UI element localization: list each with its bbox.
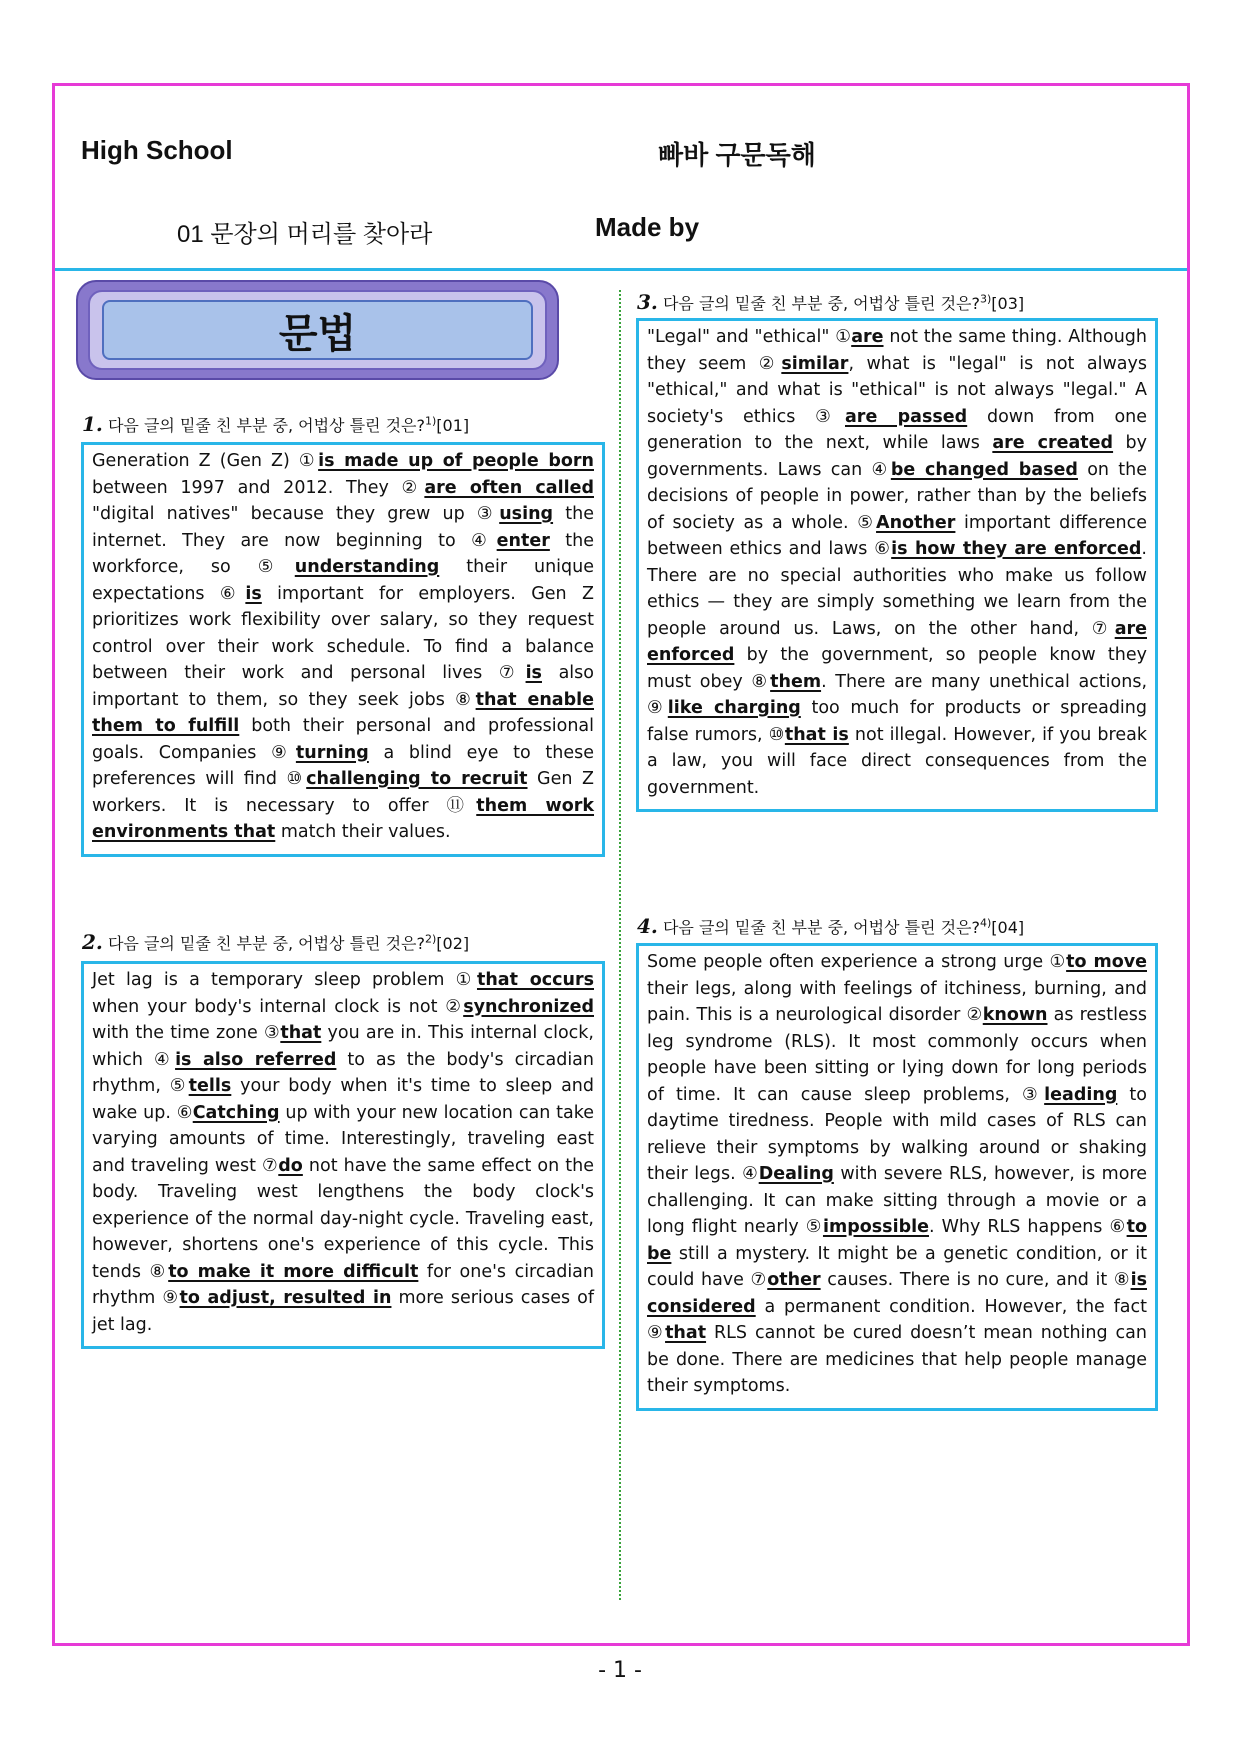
passage-text: also important to them, so they seek jobs ⑧ (92, 663, 594, 710)
question-prompt: 다음 글의 밑줄 친 부분 중, 어법상 틀린 것은? (102, 934, 425, 953)
passage-text: Some people often experience a strong urge ① (647, 952, 1067, 972)
question-4-title (637, 914, 1024, 938)
passage-text: still a mystery. It might be a genetic condition, or it could have ⑦ (647, 1243, 1147, 1290)
underlined-choice: them (770, 671, 822, 692)
passage-text: their legs, along with feelings of itchiness, burning, and pain. This is a neurological disorder ② (647, 978, 1147, 1025)
passage-text: match their values. (275, 822, 451, 842)
passage-text: Generation Z (Gen Z) ① (92, 451, 319, 471)
passage-text: Gen Z workers. It is necessary to offer ⑪ (92, 769, 594, 816)
passage-text: down from one generation to the next, while laws (647, 406, 1148, 453)
underlined-choice: other (767, 1270, 821, 1290)
question-code: [02] (436, 934, 470, 953)
passage-text: not illegal. However, if you break a law, you will face direct consequences from the government. (647, 724, 1147, 798)
underlined-choice: is how they are enforced (891, 539, 1142, 559)
underlined-choice: to make it more difficult (168, 1261, 419, 1282)
question-code: [01] (436, 416, 470, 435)
underlined-choice: Dealing (758, 1164, 834, 1184)
question-3-box (636, 318, 1158, 812)
question-prompt: 다음 글의 밑줄 친 부분 중, 어법상 틀린 것은? (102, 416, 425, 435)
made-by-label: Made by (595, 212, 700, 242)
underlined-choice: Another (876, 512, 956, 533)
underlined-choice: that is (784, 724, 849, 745)
question-code: [03] (991, 294, 1025, 313)
passage-text: with the time zone ③ (92, 1023, 281, 1043)
banner-inner (88, 290, 547, 370)
question-number: 1. (82, 412, 103, 436)
passage-text: to as the body's circadian rhythm, ⑤ (92, 1049, 594, 1096)
question-number: 3. (637, 290, 658, 314)
underlined-choice: turning (295, 742, 369, 763)
passage-text: as restless leg syndrome (RLS). It most commonly occurs when people have been sitting or lying down for long periods of time. It can cause sleep problems, ③ (647, 1005, 1148, 1105)
underlined-choice: synchronized (463, 996, 594, 1017)
passage-text: the internet. They are now beginning to ④ (92, 504, 594, 551)
underlined-choice: are passed (845, 406, 968, 427)
underlined-choice: to be (647, 1217, 1147, 1264)
underlined-choice: are created (992, 433, 1114, 453)
question-1-passage (92, 448, 594, 846)
underlined-choice: known (982, 1005, 1048, 1025)
underlined-choice: do (278, 1155, 303, 1176)
underlined-choice: tells (188, 1076, 232, 1096)
underlined-choice: Catching (192, 1102, 280, 1123)
question-2-passage (92, 967, 594, 1338)
passage-text: causes. There is no cure, and it ⑧ (820, 1270, 1131, 1290)
passage-text: . There are no special authorities who make us follow ethics — they are simply something we learn from the people around us. Laws, on the other hand, ⑦ (647, 539, 1147, 639)
question-1-box (81, 442, 605, 857)
underlined-choice: is also referred (175, 1049, 337, 1070)
passage-text: important difference between ethics and laws ⑥ (647, 512, 1148, 559)
question-number: 4. (637, 914, 658, 938)
passage-text: both their personal and professional goals. Companies ⑨ (92, 716, 594, 763)
underlined-choice: that (280, 1023, 322, 1043)
section-banner (76, 280, 559, 380)
passage-text: Jet lag is a temporary sleep problem ① (92, 970, 477, 990)
underlined-choice: them work environments that (92, 795, 595, 842)
passage-text: not have the same effect on the body. Traveling west lengthens the body clock's experience of the normal day-night cycle. Traveling east, however, shortens one's experience of this cycle. This tends ⑧ (92, 1155, 594, 1282)
question-code: [04] (991, 918, 1025, 937)
footnote-ref: 4) (980, 916, 992, 930)
underlined-choice: is made up of people born (318, 451, 594, 471)
column-divider (619, 290, 621, 1600)
footnote-ref: 3) (980, 292, 992, 306)
footnote-ref: 2) (425, 932, 437, 946)
passage-text: by governments. Laws can ④ (647, 433, 1147, 480)
underlined-choice: that enable them to fulfill (92, 689, 594, 736)
underlined-choice: enter (496, 530, 550, 551)
passage-text: when your body's internal clock is not ② (92, 996, 464, 1017)
underlined-choice: is (525, 663, 542, 683)
underlined-choice: that (665, 1323, 707, 1343)
underlined-choice: similar (781, 353, 849, 374)
underlined-choice: impossible (822, 1217, 929, 1237)
underlined-choice: like charging (667, 698, 801, 718)
passage-text: the workforce, so ⑤ (92, 530, 594, 577)
passage-text: up with your new location can take varying amounts of time. Interestingly, traveling east and traveling west ⑦ (92, 1102, 594, 1176)
question-4-passage (647, 949, 1147, 1400)
passage-text: "Legal" and "ethical" ① (647, 327, 852, 347)
underlined-choice: to adjust, resulted in (179, 1288, 392, 1308)
passage-text: between 1997 and 2012. They ② (92, 477, 425, 498)
question-2-title (82, 930, 469, 954)
passage-text: their unique expectations ⑥ (92, 557, 594, 604)
banner-label: 문법 (102, 300, 533, 360)
question-number: 2. (82, 930, 103, 954)
passage-text: to daytime tiredness. People with mild cases of RLS can relieve their symptoms by walking around or shaking their legs. ④ (647, 1084, 1147, 1184)
underlined-choice: challenging to recruit (306, 769, 528, 789)
underlined-choice: using (499, 504, 554, 524)
passage-text: a permanent condition. However, the fact ⑨ (647, 1296, 1147, 1343)
question-3-passage (647, 324, 1147, 801)
book-title: 빠바 구문독해 (658, 140, 816, 170)
passage-text: . There are many unethical actions, ⑨ (647, 671, 1148, 718)
passage-text: a blind eye to these preferences will find ⑩ (92, 742, 594, 789)
footnote-ref: 1) (425, 414, 437, 428)
passage-text: , what is "legal" is not always "ethical," and what is "ethical" is not always "legal." A society's ethics ③ (647, 353, 1147, 427)
passage-text: you are in. This internal clock, which ④ (92, 1023, 594, 1070)
underlined-choice: is (245, 583, 262, 604)
underlined-choice: are enforced (647, 618, 1147, 665)
passage-text: too much for products or spreading false rumors, ⑩ (647, 698, 1147, 745)
passage-text: not the same thing. Although they seem ② (647, 327, 1147, 374)
question-1-title (82, 412, 469, 436)
underlined-choice: are (851, 327, 884, 347)
school-label: High School (81, 135, 233, 165)
underlined-choice: that occurs (476, 970, 594, 990)
question-4-box (636, 943, 1158, 1411)
underlined-choice: is considered (647, 1270, 1147, 1317)
passage-text: more serious cases of jet lag. (92, 1288, 595, 1335)
question-prompt: 다음 글의 밑줄 친 부분 중, 어법상 틀린 것은? (657, 918, 980, 937)
passage-text: "digital natives" because they grew up ③ (92, 504, 500, 524)
header (55, 86, 1187, 271)
passage-text: by the government, so people know they must obey ⑧ (647, 645, 1147, 692)
passage-text: for one's circadian rhythm ⑨ (92, 1261, 595, 1308)
underlined-choice: are often called (424, 477, 594, 498)
underlined-choice: to move (1066, 952, 1147, 972)
passage-text: RLS cannot be cured doesn’t mean nothing can be done. There are medicines that help people manage their symptoms. (647, 1323, 1147, 1396)
question-2-box (81, 961, 605, 1349)
underlined-choice: understanding (294, 557, 440, 577)
page-number: - 1 - (598, 1658, 642, 1683)
question-prompt: 다음 글의 밑줄 친 부분 중, 어법상 틀린 것은? (657, 294, 980, 313)
underlined-choice: be changed based (890, 459, 1078, 480)
passage-text: important for employers. Gen Z prioritizes work flexibility over salary, so they request control over their work schedule. To find a balance between their work and personal lives ⑦ (92, 583, 594, 683)
passage-text: on the decisions of people in power, rather than by the beliefs of society as a whole. ⑤ (647, 459, 1147, 533)
unit-title: 01 문장의 머리를 찾아라 (177, 221, 433, 248)
question-3-title (637, 290, 1024, 314)
underlined-choice: leading (1044, 1084, 1118, 1105)
passage-text: . Why RLS happens ⑥ (928, 1217, 1127, 1237)
passage-text: with severe RLS, however, is more challenging. It can make sitting through a movie or a long flight nearly ⑤ (647, 1164, 1147, 1237)
passage-text: your body when it's time to sleep and wake up. ⑥ (92, 1076, 594, 1123)
